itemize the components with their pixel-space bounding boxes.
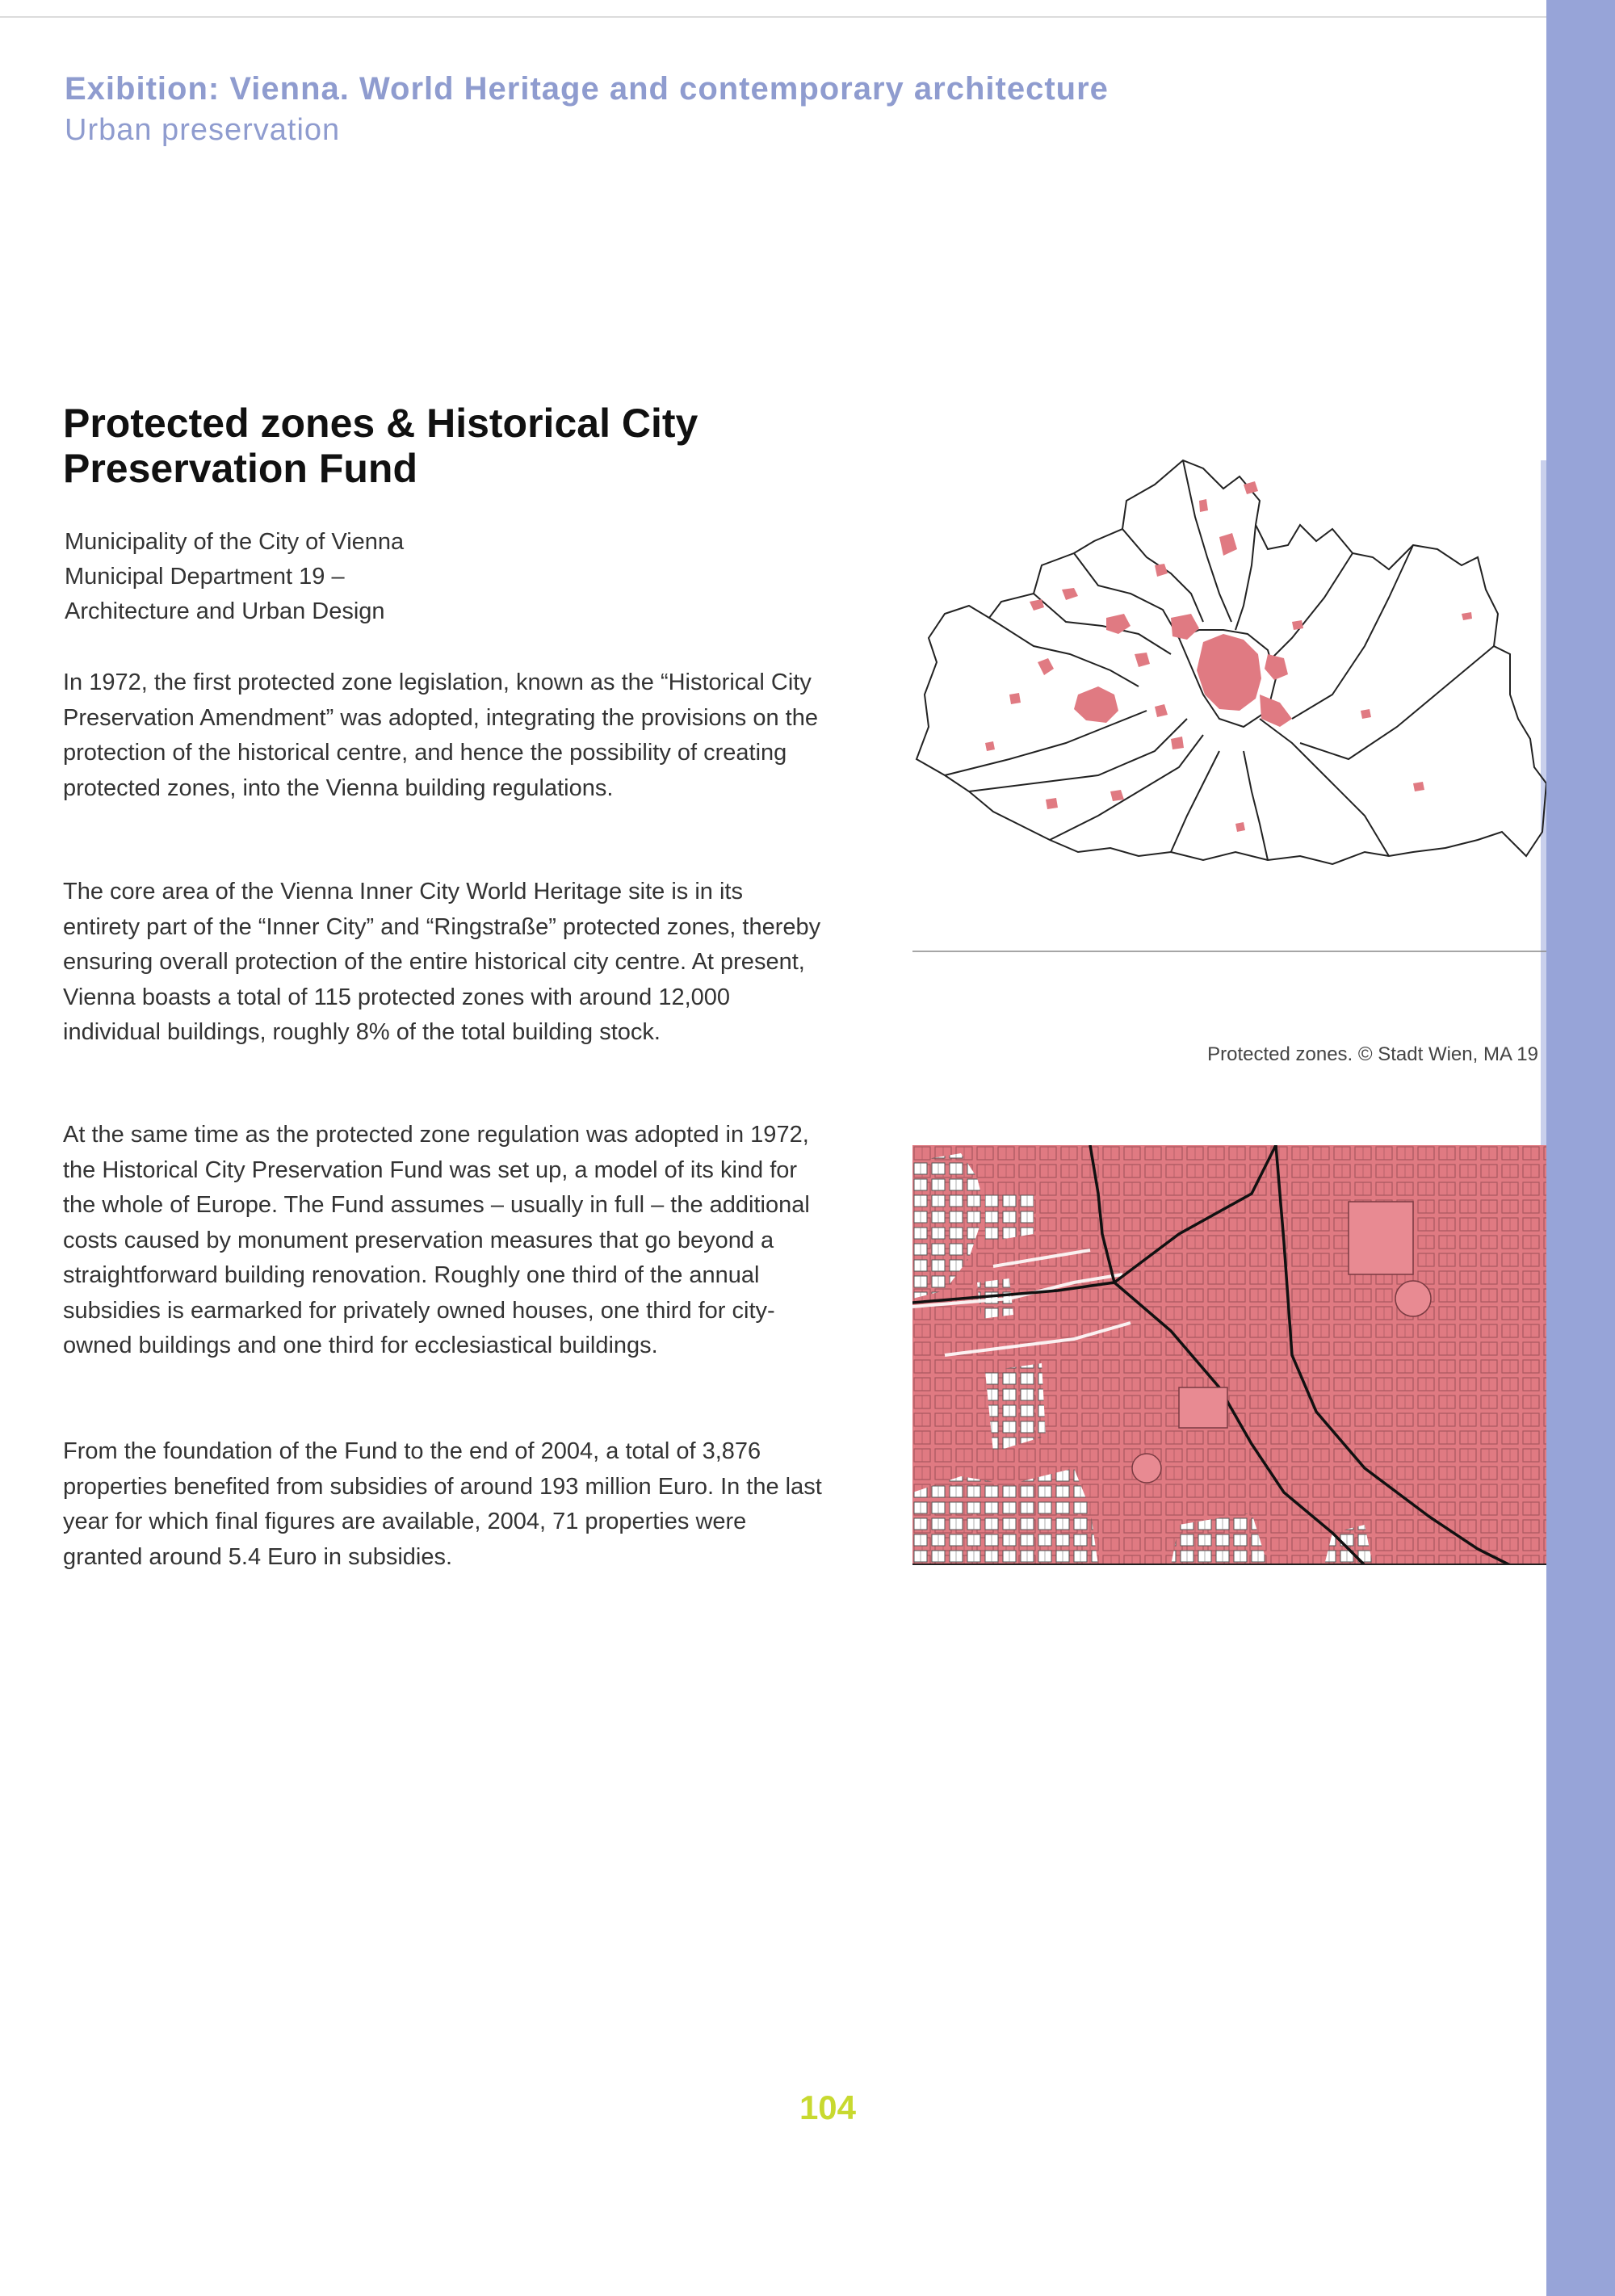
paragraph-1 (63, 665, 822, 806)
department-line: Architecture and Urban Design (65, 598, 385, 624)
page-number: 104 (799, 2088, 857, 2126)
paragraph-text: At the same time as the protected zone regulation was adopted in 1972, the Historical City Preservation Fund was set up, a model of its kind for the whole of Europe. The Fund assumes – usually in full – the additional costs caused by monument preservation measures that go beyond a straightforward building renovation. Roughly one third of the annual subsidies is earmarked for privately owned houses, one third for city-owned buildings and one third for ecclesiastical buildings. (63, 1122, 810, 1358)
paragraph-2 (63, 875, 822, 1051)
paragraph-4 (63, 1434, 822, 1575)
zone-west (1074, 686, 1118, 723)
department-line: Municipal Department 19 – (65, 564, 345, 590)
figure-caption: Protected zones. © Stadt Wien, MA 19 (1207, 1043, 1538, 1065)
header-subtitle: Urban preservation (65, 113, 341, 147)
paragraph-3 (63, 1118, 822, 1364)
header-title: Exibition: Vienna. World Heritage and contemporary architecture (65, 71, 1109, 107)
department-block (65, 525, 824, 629)
department-line: Municipality of the City of Vienna (65, 529, 405, 555)
top-rule (0, 16, 1546, 18)
side-color-band (1546, 0, 1615, 2296)
inner-city-detail-map (912, 1145, 1546, 1565)
paragraph-text: In 1972, the first protected zone legislation, known as the “Historical City Preservation Amendment” was adopted, integrating the provisions on the protection of the historical centre, and hence the possibility of creating protected zones, into the Vienna building regulations. (63, 669, 818, 801)
article-title: Protected zones & Historical City Preservation Fund (63, 401, 698, 491)
paragraph-text: The core area of the Vienna Inner City World Heritage site is in its entirety part of the “Inner City” and “Ringstraße” protected zones, thereby ensuring overall protection of the entire historical city centre. At present, Vienna boasts a total of 115 protected zones with around 12,000 individual buildings, roughly 8% of the total building stock. (63, 879, 821, 1045)
paragraph-text: From the foundation of the Fund to the end of 2004, a total of 3,876 properties benefited from subsidies of around 193 million Euro. In the last year for which final figures are available, 2004, 71 properties were granted around 5.4 Euro in subsidies. (63, 1438, 822, 1570)
protected-zones-map (912, 452, 1546, 953)
